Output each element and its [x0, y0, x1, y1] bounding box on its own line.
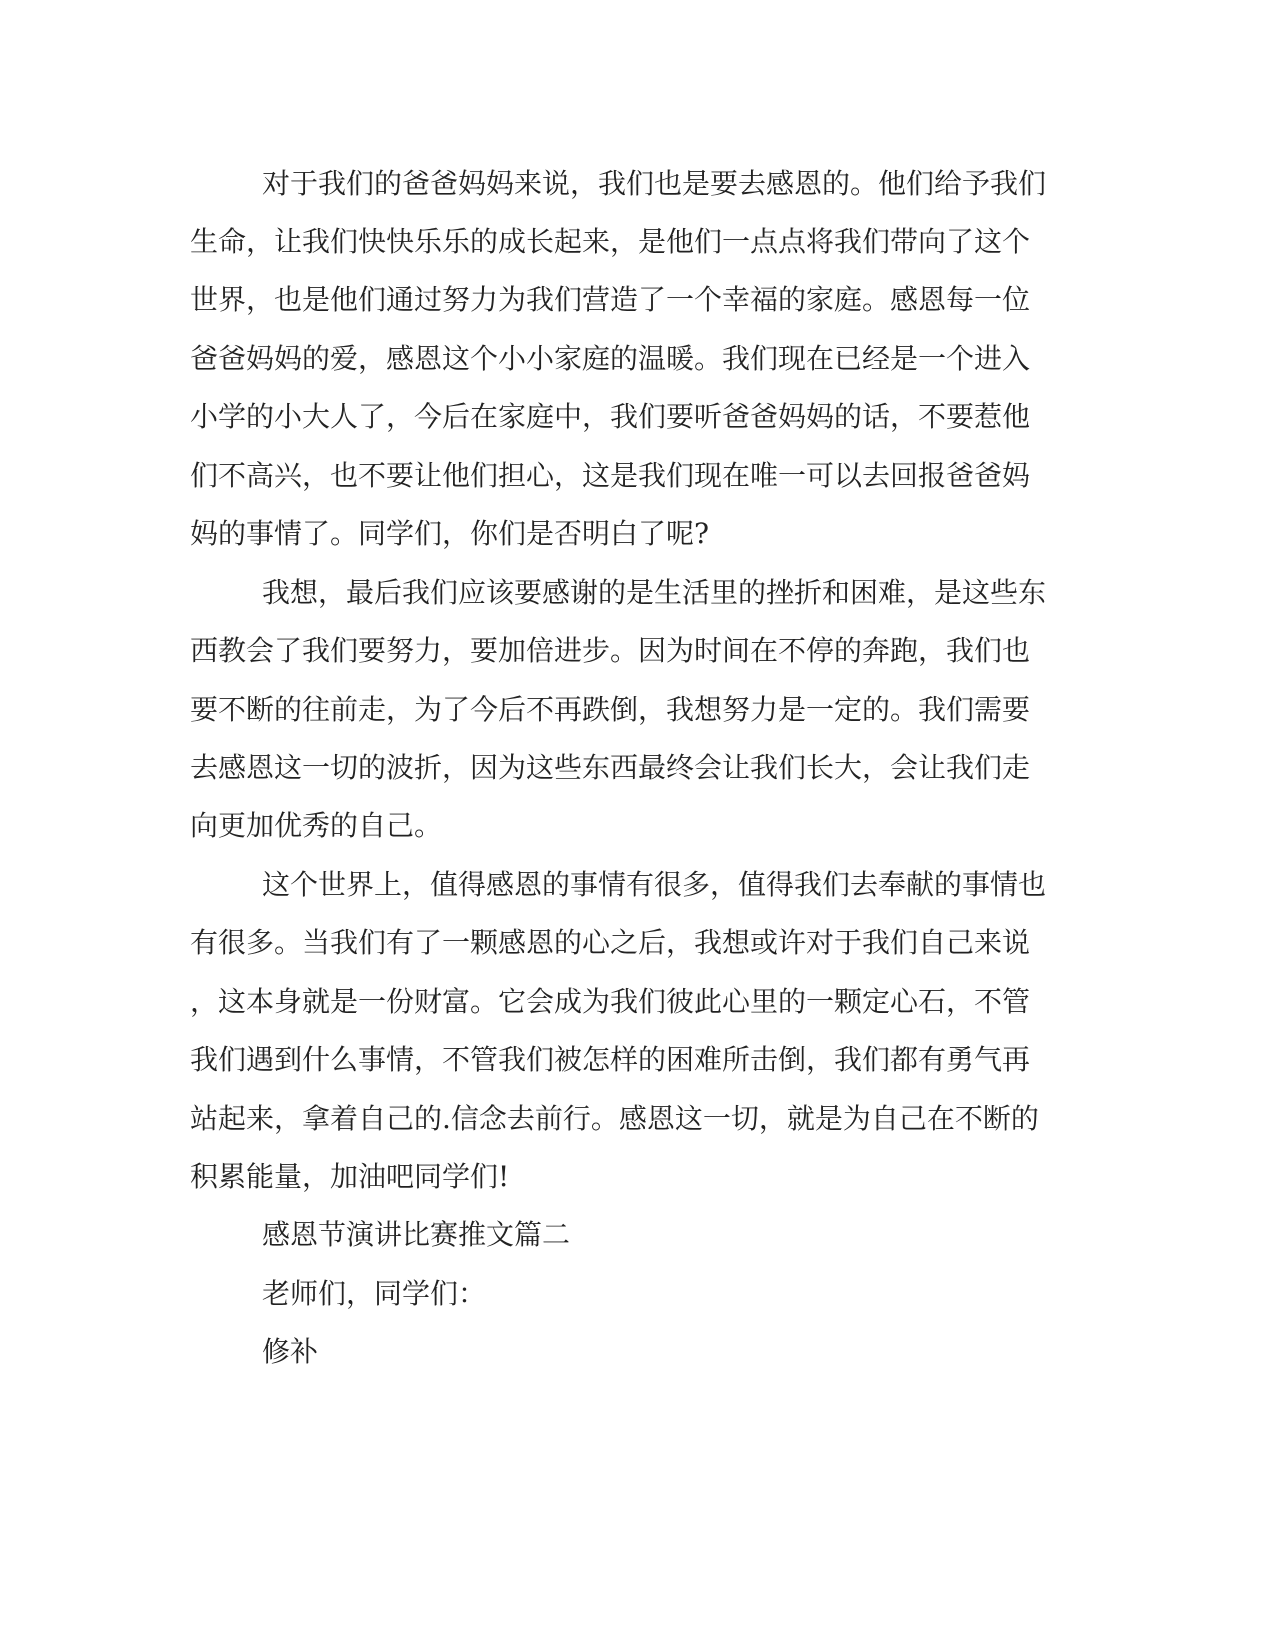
paragraph-3-line-4: 我们遇到什么事情，不管我们被怎样的困难所击倒，我们都有勇气再	[190, 1043, 1031, 1076]
paragraph-3-line-5: 站起来，拿着自己的.信念去前行。感恩这一切，就是为自己在不断的	[190, 1102, 1039, 1135]
paragraph-1-line-2: 生命，让我们快快乐乐的成长起来，是他们一点点将我们带向了这个	[190, 225, 1031, 258]
paragraph-2-line-2: 西教会了我们要努力，要加倍进步。因为时间在不停的奔跑，我们也	[190, 634, 1031, 667]
paragraph-1-line-4: 爸爸妈妈的爱，感恩这个小小家庭的温暖。我们现在已经是一个进入	[190, 342, 1031, 375]
paragraph-3-line-3: ，这本身就是一份财富。它会成为我们彼此心里的一颗定心石，不管	[190, 985, 1031, 1018]
paragraph-2-line-3: 要不断的往前走，为了今后不再跌倒，我想努力是一定的。我们需要	[190, 693, 1031, 726]
paragraph-2-line-4: 去感恩这一切的波折，因为这些东西最终会让我们长大，会让我们走	[190, 751, 1031, 784]
paragraph-1-line-5: 小学的小大人了，今后在家庭中，我们要听爸爸妈妈的话，不要惹他	[190, 400, 1031, 433]
paragraph-1-line-3: 世界，也是他们通过努力为我们营造了一个幸福的家庭。感恩每一位	[190, 283, 1031, 316]
paragraph-1-line-7: 妈的事情了。同学们，你们是否明白了呢?	[190, 517, 710, 550]
paragraph-2-line-1: 我想，最后我们应该要感谢的是生活里的挫折和困难，是这些东	[262, 576, 1047, 609]
salutation: 老师们，同学们：	[262, 1277, 487, 1310]
paragraph-3-line-6: 积累能量，加油吧同学们!	[190, 1160, 510, 1193]
paragraph-3-line-2: 有很多。当我们有了一颗感恩的心之后，我想或许对于我们自己来说	[190, 926, 1031, 959]
section-title: 感恩节演讲比赛推文篇二	[262, 1218, 571, 1251]
paragraph-2-line-5: 向更加优秀的自己。	[190, 809, 443, 842]
paragraph-1-line-6: 们不高兴，也不要让他们担心，这是我们现在唯一可以去回报爸爸妈	[190, 459, 1031, 492]
paragraph-3-line-1: 这个世界上，值得感恩的事情有很多，值得我们去奉献的事情也	[262, 868, 1047, 901]
paragraph-1-line-1: 对于我们的爸爸妈妈来说，我们也是要去感恩的。他们给予我们	[262, 167, 1047, 200]
last-line: 修补	[262, 1335, 319, 1368]
